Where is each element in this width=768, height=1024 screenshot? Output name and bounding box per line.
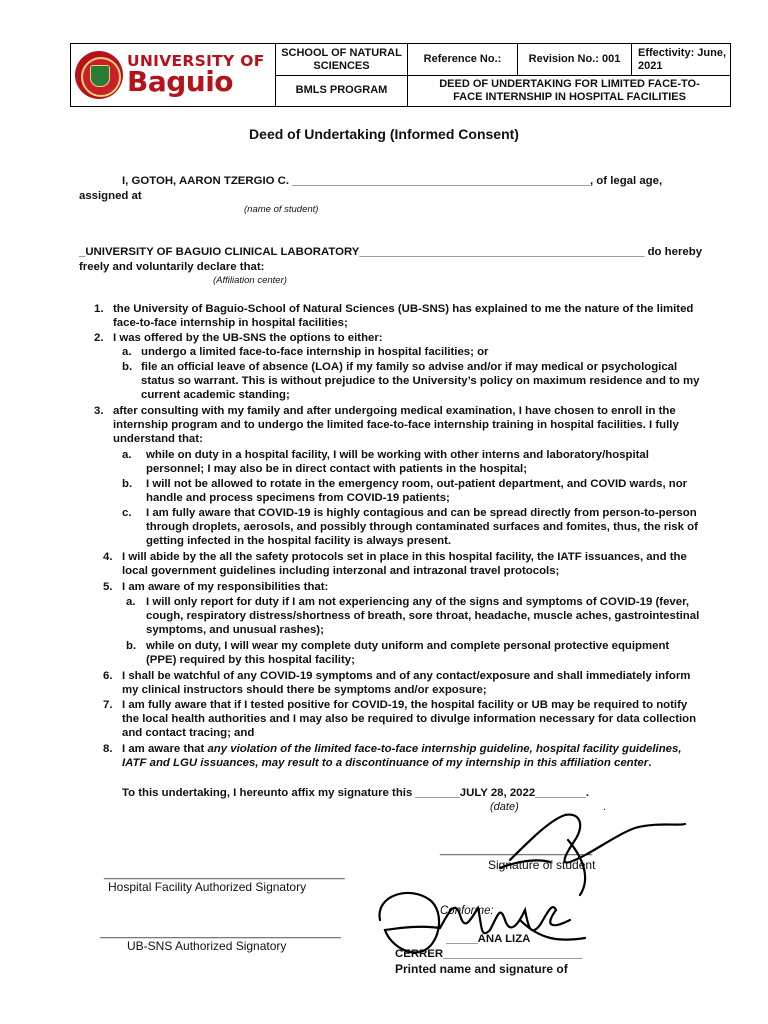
item7-line: I am fully aware that if I tested positive for COVID-19, the hospital facility or UB may be required to notify [122, 699, 688, 711]
item6-line: I shall be watchful of any COVID-19 symptoms and of any contact/exposure and shall immediately inform [122, 670, 691, 682]
ubsns-signature-label: UB-SNS Authorized Signatory [127, 939, 287, 953]
item8-line [122, 742, 682, 756]
hospital-signature-line: ______________________________________ [104, 868, 345, 880]
school-cell: SCHOOL OF NATURAL SCIENCES [275, 44, 407, 75]
university-logo [71, 44, 275, 106]
item3b-line: I will not be allowed to rotate in the emergency room, out-patient department, and COVID wards, nor [146, 478, 688, 490]
item-number: 8. [103, 743, 113, 755]
item6-line: my clinical instructors should there be symptoms and/or exposure; [122, 684, 487, 696]
subitem-letter: a. [126, 596, 136, 608]
item-number: 5. [103, 581, 113, 593]
page-title: Deed of Undertaking (Informed Consent) [249, 126, 519, 142]
printed-name-line2: CERRER______________________ [395, 948, 583, 960]
item3b-line: handle and process specimens from COVID-19 patients; [146, 492, 450, 504]
item3c-line: I am fully aware that COVID-19 is highly contagious and can be spread directly from person-to-person [146, 507, 697, 519]
printed-name-line1: _____ANA LIZA [446, 933, 531, 945]
logo-text-line2: Baguio [127, 64, 234, 98]
item8-emphasis: IATF and LGU issuances, may result to a discontinuance of my internship in this affiliation center [122, 757, 649, 769]
hospital-signature-label: Hospital Facility Authorized Signatory [108, 880, 307, 894]
logo-text-line1: UNIVERSITY OF [127, 52, 265, 71]
item2b-line: file an official leave of absence (LOA) if my family so advise and/or if may medical or psychological [141, 361, 678, 373]
effectivity-cell: Effectivity: June, 2021 [631, 44, 731, 75]
item-number: 7. [103, 699, 113, 711]
item1-line: face-to-face internship in hospital facilities; [113, 317, 348, 329]
subitem-letter: b. [122, 478, 133, 490]
item-number: 2. [94, 332, 104, 344]
student-caption: (name of student) [244, 204, 319, 215]
item3a-line: personnel; I may also be in direct contact with patients in the hospital; [146, 463, 528, 475]
printed-name-label: Printed name and signature of [395, 962, 568, 976]
item2b-line: status so warrant. This is without prejudice to the University’s policy on maximum residence and to my [141, 375, 700, 387]
item3-line: understand that: [113, 433, 203, 445]
item5a-line: symptoms, and unusual rashes); [146, 624, 324, 636]
intro-line2: assigned at [79, 190, 142, 202]
item2-line: I was offered by the UB-SNS the options to either: [113, 332, 383, 344]
item7-line: and contact tracing; and [122, 727, 255, 739]
item-number: 3. [94, 405, 104, 417]
item7-line: the local health authorities and I may also be required to divulge information necessary for data collection [122, 713, 697, 725]
item5-line: I am aware of my responsibilities that: [122, 581, 329, 593]
affiliation-caption: (Affiliation center) [213, 275, 287, 286]
item3-line: after consulting with my family and after undergoing medical examination, I have chosen to enroll in the [113, 405, 676, 417]
item5b-line: while on duty, I will wear my complete duty uniform and complete personal protective equipment [146, 640, 670, 652]
program-cell: BMLS PROGRAM [275, 75, 407, 106]
item8-line [122, 756, 651, 770]
item3c-line: getting infected in the hospital facility is always present. [146, 535, 452, 547]
intro-line1: I, GOTOH, AARON TZERGIO C. _______________________________________________, of legal age, [122, 175, 663, 187]
item2a-line: undergo a limited face-to-face internship in hospital facilities; or [141, 346, 489, 358]
item-number: 6. [103, 670, 113, 682]
subitem-letter: b. [126, 640, 137, 652]
date-caption: (date) [490, 801, 519, 813]
item3-line: internship program and to undergo the limited face-to-face internship training in hospital facilities. I fully [113, 419, 679, 431]
conforme-handwritten-signature [370, 880, 600, 960]
item3c-line: through droplets, aerosols, and possibly through contaminated surfaces and fomites, thus, the risk of [146, 521, 698, 533]
subitem-letter: c. [122, 507, 132, 519]
student-signature-line: ________________________ [440, 844, 593, 856]
item4-line: I will abide by the all the safety protocols set in place in this hospital facility, the IATF issuances, and the [122, 551, 687, 563]
reference-cell: Reference No.: [407, 44, 517, 75]
subitem-letter: a. [122, 346, 132, 358]
item8-emphasis: any violation of the limited face-to-face internship guideline, hospital facility guidelines, [207, 743, 682, 755]
ubsns-signature-line: ______________________________________ [100, 927, 341, 939]
item4-line: local government guidelines including interzonal and intrazonal travel protocols; [122, 565, 560, 577]
item5a-line: I will only report for duty if I am not experiencing any of the signs and symptoms of COVID-19 (fever, [146, 596, 690, 608]
item5a-line: cough, respiratory distress/shortness of breath, sore throat, headache, muscle aches, gastrointestinal [146, 610, 700, 622]
intro-line4: freely and voluntarily declare that: [79, 261, 265, 273]
date-dot: . [603, 801, 607, 813]
item8-period: . [648, 757, 652, 769]
item8-text: I am aware that [122, 743, 208, 755]
affix-line: To this undertaking, I hereunto affix my signature this _______JULY 28, 2022________. [122, 787, 590, 799]
revision-cell: Revision No.: 001 [517, 44, 631, 75]
doc-title-cell: DEED OF UNDERTAKING FOR LIMITED FACE-TO-FACE INTERNSHIP IN HOSPITAL FACILITIES [407, 75, 731, 106]
item1-line: the University of Baguio-School of Natural Sciences (UB-SNS) has explained to me the nature of the limited [113, 303, 694, 315]
item-number: 4. [103, 551, 113, 563]
item3a-line: while on duty in a hospital facility, I will be working with other interns and laboratory/hospital [146, 449, 649, 461]
item2b-line: current academic standing; [141, 389, 290, 401]
university-seal-icon [75, 51, 123, 99]
intro-line3: _UNIVERSITY OF BAGUIO CLINICAL LABORATORY_____________________________________________ do hereby [79, 246, 703, 258]
subitem-letter: b. [122, 361, 133, 373]
item-number: 1. [94, 303, 104, 315]
item5b-line: (PPE) required by this hospital facility; [146, 654, 355, 666]
conforme-label: Conforme: [440, 905, 494, 917]
student-signature-label: Signature of student [488, 858, 596, 872]
document-header [70, 43, 731, 107]
subitem-letter: a. [122, 449, 132, 461]
